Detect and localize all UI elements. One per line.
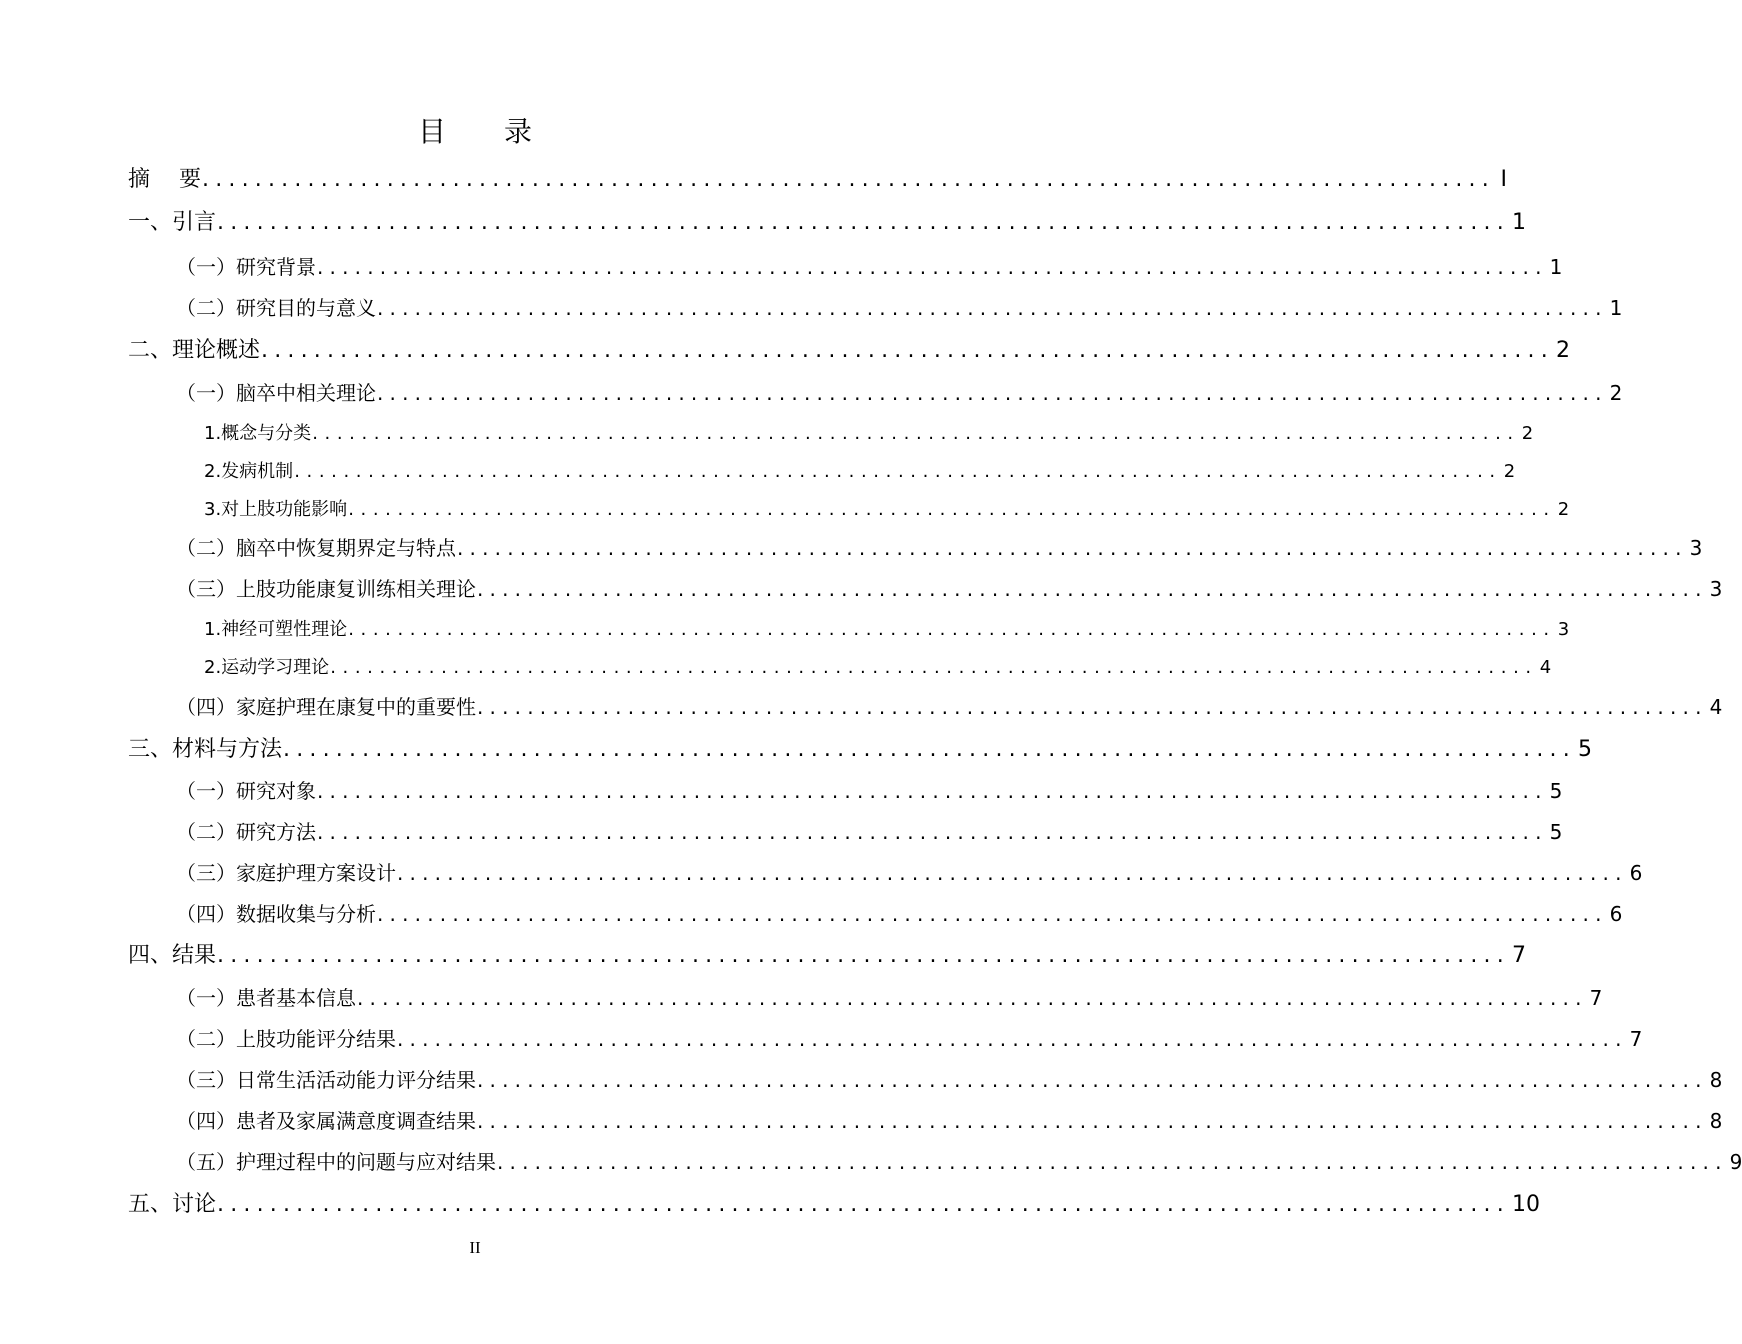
toc-entry-label: 二、理论概述 [128, 338, 261, 363]
toc-entry-section-2-2[interactable] [176, 532, 1703, 561]
toc-entry-chapter-5[interactable] [128, 1187, 1540, 1218]
toc-entry-chapter-3[interactable] [128, 732, 1592, 763]
toc-entry-chapter-1[interactable] [128, 205, 1526, 236]
toc-entry-chapter-2[interactable] [128, 333, 1570, 364]
toc-leader-dots: .................................................................................................. [497, 1150, 1728, 1174]
toc-leader-dots: .................................................................................................. [317, 779, 1548, 803]
toc-entry-page: 4 [1539, 657, 1552, 678]
toc-leader-dots: .................................................................................................. [477, 1068, 1708, 1092]
toc-title-char-1: 目 [417, 115, 446, 148]
toc-entry-section-4-5[interactable] [176, 1146, 1742, 1175]
toc-entry-page: 5 [1549, 820, 1563, 844]
toc-entry-label: （一）脑卒中相关理论 [176, 381, 376, 405]
toc-entry-page: 6 [1629, 861, 1643, 885]
toc-entry-page: 3 [1709, 577, 1723, 601]
toc-entry-section-2-3[interactable] [176, 573, 1723, 602]
toc-leader-dots: .................................................................................................. [477, 577, 1708, 601]
toc-entry-page: 2 [1555, 338, 1570, 363]
page-number: II [469, 1238, 481, 1257]
toc-leader-dots: .................................................................................................. [377, 296, 1608, 320]
toc-leader-dots: .................................................................................................. [217, 943, 1510, 968]
toc-leader-dots: .................................................................................................. [317, 820, 1548, 844]
toc-entry-label: （二）研究方法 [176, 820, 316, 844]
toc-entry-label: 五、讨论 [128, 1192, 217, 1217]
toc-entry-label: （五）护理过程中的问题与应对结果 [176, 1150, 496, 1174]
toc-leader-dots: .................................................................................................. [217, 1192, 1510, 1217]
toc-entry-label: （四）家庭护理在康复中的重要性 [176, 695, 476, 719]
toc-title [0, 112, 950, 152]
toc-entry-label: 一、引言 [128, 210, 217, 235]
toc-entry-page: 8 [1709, 1068, 1723, 1092]
toc-entry-label: （一）患者基本信息 [176, 986, 356, 1010]
toc-entry-section-1-2[interactable] [176, 292, 1623, 321]
toc-entry-label: 四、结果 [128, 943, 217, 968]
toc-entry-page: 1 [1609, 296, 1623, 320]
toc-entry-label: （二）脑卒中恢复期界定与特点 [176, 536, 456, 560]
toc-entry-label: （二）研究目的与意义 [176, 296, 376, 320]
toc-entry-label: （二）上肢功能评分结果 [176, 1027, 396, 1051]
toc-entry-page: 1 [1549, 255, 1563, 279]
toc-entry-abstract[interactable] [128, 162, 1507, 193]
toc-entry-section-3-1[interactable] [176, 775, 1563, 804]
toc-entry-label: （一）研究对象 [176, 779, 316, 803]
toc-leader-dots: .................................................................................................. [397, 1027, 1628, 1051]
toc-entry-label: 2.运动学习理论 [204, 657, 330, 678]
toc-entry-label: 3.对上肢功能影响 [204, 499, 348, 520]
toc-leader-dots: .................................................................................................. [477, 695, 1708, 719]
toc-leader-dots: .................................................................................................. [457, 536, 1688, 560]
toc-entry-section-3-2[interactable] [176, 816, 1563, 845]
toc-entry-label: （三）上肢功能康复训练相关理论 [176, 577, 476, 601]
toc-entry-chapter-4[interactable] [128, 938, 1526, 969]
toc-leader-dots: .................................................................................................. [283, 737, 1576, 762]
toc-entry-page: 2 [1521, 423, 1534, 444]
toc-entry-page: 5 [1549, 779, 1563, 803]
toc-leader-dots: .................................................................................................. [357, 986, 1588, 1010]
toc-entry-section-2-4[interactable] [176, 691, 1723, 720]
toc-entry-section-4-3[interactable] [176, 1064, 1723, 1093]
toc-entry-section-1-1[interactable] [176, 251, 1563, 280]
toc-entry-subsection-2-3-1[interactable] [204, 615, 1570, 641]
toc-entry-subsection-2-1-3[interactable] [204, 495, 1570, 521]
toc-title-char-2: 录 [504, 115, 533, 148]
toc-leader-dots: .................................................................................................. [348, 499, 1556, 520]
toc-entry-label: （三）日常生活活动能力评分结果 [176, 1068, 476, 1092]
toc-entry-label: （四）数据收集与分析 [176, 902, 376, 926]
toc-leader-dots: .................................................................................................. [477, 1109, 1708, 1133]
toc-leader-dots: .................................................................................................. [202, 167, 1495, 192]
toc-entry-subsection-2-3-2[interactable] [204, 653, 1552, 679]
toc-leader-dots: .................................................................................................. [317, 255, 1548, 279]
toc-entry-section-3-4[interactable] [176, 898, 1623, 927]
toc-leader-dots: .................................................................................................. [312, 423, 1520, 444]
toc-entry-page: 6 [1609, 902, 1623, 926]
toc-leader-dots: .................................................................................................. [377, 902, 1608, 926]
toc-entry-page: 3 [1689, 536, 1703, 560]
toc-entry-page: 7 [1589, 986, 1603, 1010]
toc-leader-dots: .................................................................................................. [294, 461, 1502, 482]
toc-entry-section-4-2[interactable] [176, 1023, 1643, 1052]
toc-leader-dots: .................................................................................................. [261, 338, 1554, 363]
toc-entry-page: 7 [1511, 943, 1526, 968]
toc-leader-dots: .................................................................................................. [217, 210, 1510, 235]
toc-entry-page: 1 [1511, 210, 1526, 235]
toc-entry-page: 2 [1503, 461, 1516, 482]
toc-entry-label: （一）研究背景 [176, 255, 316, 279]
toc-entry-label: （三）家庭护理方案设计 [176, 861, 396, 885]
toc-leader-dots: .................................................................................................. [348, 619, 1556, 640]
toc-entry-page: 2 [1557, 499, 1570, 520]
toc-entry-label: 1.神经可塑性理论 [204, 619, 348, 640]
toc-entry-page: 5 [1577, 737, 1592, 762]
toc-entry-label: 1.概念与分类 [204, 423, 312, 444]
toc-entry-section-4-4[interactable] [176, 1105, 1723, 1134]
toc-entry-page: 7 [1629, 1027, 1643, 1051]
toc-entry-page: 9 [1729, 1150, 1742, 1174]
toc-entry-label: 三、材料与方法 [128, 737, 283, 762]
toc-entry-page: 10 [1511, 1192, 1540, 1217]
toc-entry-label: 摘 要 [128, 167, 201, 192]
toc-entry-page: 8 [1709, 1109, 1723, 1133]
toc-entry-page: I [1500, 167, 1507, 192]
toc-leader-dots: .................................................................................................. [330, 657, 1538, 678]
toc-leader-dots: .................................................................................................. [397, 861, 1628, 885]
toc-entry-section-4-1[interactable] [176, 982, 1603, 1011]
toc-entry-page: 3 [1557, 619, 1570, 640]
toc-leader-dots: .................................................................................................. [377, 381, 1608, 405]
toc-entry-subsection-2-1-2[interactable] [204, 457, 1516, 483]
toc-entry-page: 4 [1709, 695, 1723, 719]
toc-entry-section-2-1[interactable] [176, 377, 1623, 406]
toc-entry-section-3-3[interactable] [176, 857, 1643, 886]
toc-entry-label: 2.发病机制 [204, 461, 294, 482]
toc-entry-page: 2 [1609, 381, 1623, 405]
toc-entry-label: （四）患者及家属满意度调查结果 [176, 1109, 476, 1133]
toc-entry-subsection-2-1-1[interactable] [204, 419, 1534, 445]
